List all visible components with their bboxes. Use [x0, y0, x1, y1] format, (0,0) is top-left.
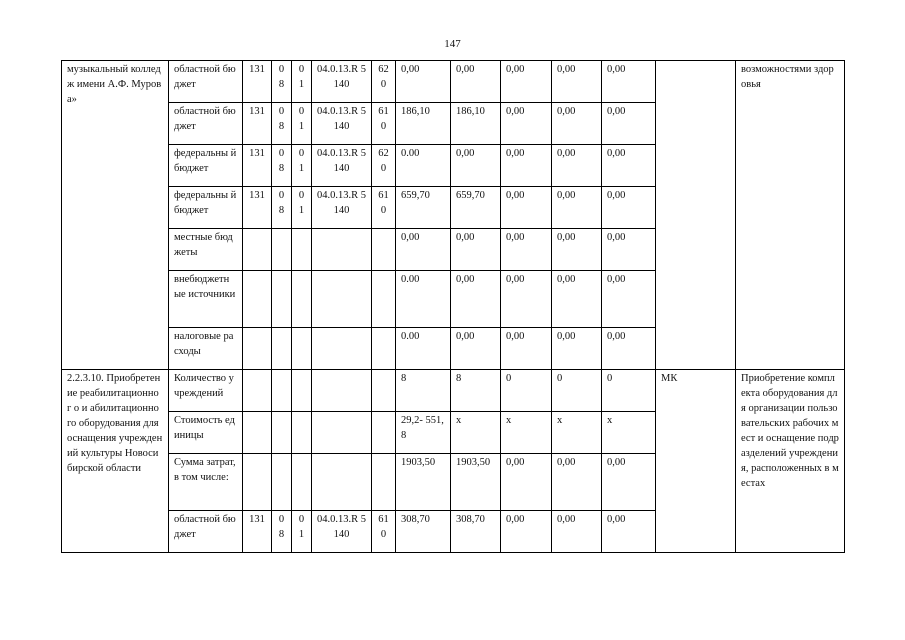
expense-type-cell: 61 0 — [372, 187, 396, 229]
target-article-cell: 04.0.13.R 5140 — [312, 61, 372, 103]
year2-cell: 0,00 — [501, 145, 552, 187]
activity-name-cell: 2.2.3.10. Приобретение реабилитационног о и абилитационного оборудования для оснащения учреждений культуры Новосибирской области — [62, 370, 169, 553]
source-cell: областной бюджет — [169, 61, 243, 103]
year1-cell: 0,00 — [451, 229, 501, 271]
year4-cell: 0,00 — [602, 187, 656, 229]
section-cell — [272, 454, 292, 511]
total-cell: 186,10 — [396, 103, 451, 145]
section-cell — [272, 328, 292, 370]
total-cell: 308,70 — [396, 511, 451, 553]
subsection-cell — [292, 328, 312, 370]
year1-cell: 0,00 — [451, 61, 501, 103]
year3-cell: 0,00 — [552, 328, 602, 370]
source-cell: Сумма затрат, в том числе: — [169, 454, 243, 511]
total-cell: 29,2- 551,8 — [396, 412, 451, 454]
subsection-cell — [292, 412, 312, 454]
total-cell: 0.00 — [396, 145, 451, 187]
year4-cell: 0,00 — [602, 271, 656, 328]
year4-cell: 0,00 — [602, 511, 656, 553]
grbs-cell — [243, 229, 272, 271]
expense-type-cell: 61 0 — [372, 103, 396, 145]
target-article-cell: 04.0.13.R 5140 — [312, 103, 372, 145]
table-row — [62, 370, 845, 412]
source-cell: областной бюджет — [169, 103, 243, 145]
year3-cell: 0 — [552, 370, 602, 412]
section-cell: 0 8 — [272, 145, 292, 187]
year2-cell: 0,00 — [501, 328, 552, 370]
page-number: 147 — [444, 38, 461, 50]
target-article-cell — [312, 412, 372, 454]
source-cell: Стоимость единицы — [169, 412, 243, 454]
year3-cell: 0,00 — [552, 145, 602, 187]
year1-cell: 0,00 — [451, 145, 501, 187]
activity-name-cell: музыкальный колледж имени А.Ф. Мурова» — [62, 61, 169, 370]
executor-cell — [656, 61, 736, 370]
subsection-cell — [292, 454, 312, 511]
total-cell: 8 — [396, 370, 451, 412]
grbs-cell — [243, 328, 272, 370]
subsection-cell — [292, 229, 312, 271]
year4-cell: 0,00 — [602, 145, 656, 187]
subsection-cell — [292, 271, 312, 328]
year4-cell: 0,00 — [602, 454, 656, 511]
source-cell: налоговые расходы — [169, 328, 243, 370]
target-article-cell: 04.0.13.R 5140 — [312, 145, 372, 187]
expected-result-cell: Приобретение комплекта оборудования для организации пользовательских рабочих мест и оснащение подразделений учреждения, расположенных в местах — [736, 370, 845, 553]
year2-cell: 0,00 — [501, 511, 552, 553]
year2-cell: 0,00 — [501, 187, 552, 229]
year3-cell: 0,00 — [552, 271, 602, 328]
year3-cell: 0,00 — [552, 229, 602, 271]
source-cell: областной бюджет — [169, 511, 243, 553]
year1-cell: 308,70 — [451, 511, 501, 553]
section-cell — [272, 370, 292, 412]
subsection-cell: 0 1 — [292, 103, 312, 145]
year3-cell: 0,00 — [552, 187, 602, 229]
year1-cell: х — [451, 412, 501, 454]
expense-type-cell: 61 0 — [372, 511, 396, 553]
source-cell: внебюджетн ые источники — [169, 271, 243, 328]
source-cell: местные бюджеты — [169, 229, 243, 271]
subsection-cell — [292, 370, 312, 412]
expense-type-cell — [372, 271, 396, 328]
year4-cell: 0,00 — [602, 229, 656, 271]
grbs-cell: 131 — [243, 145, 272, 187]
expected-result-cell: возможностями здоровья — [736, 61, 845, 370]
year2-cell: 0,00 — [501, 454, 552, 511]
year2-cell: 0,00 — [501, 61, 552, 103]
year2-cell: 0,00 — [501, 229, 552, 271]
section-cell: 0 8 — [272, 187, 292, 229]
target-article-cell — [312, 370, 372, 412]
year1-cell: 8 — [451, 370, 501, 412]
year3-cell: х — [552, 412, 602, 454]
grbs-cell: 131 — [243, 187, 272, 229]
total-cell: 659,70 — [396, 187, 451, 229]
year2-cell: 0 — [501, 370, 552, 412]
section-cell — [272, 271, 292, 328]
grbs-cell: 131 — [243, 103, 272, 145]
grbs-cell — [243, 412, 272, 454]
table-row — [62, 61, 845, 103]
total-cell: 1903,50 — [396, 454, 451, 511]
year2-cell: 0,00 — [501, 271, 552, 328]
year1-cell: 0,00 — [451, 271, 501, 328]
total-cell: 0.00 — [396, 271, 451, 328]
expense-type-cell: 62 0 — [372, 61, 396, 103]
year3-cell: 0,00 — [552, 61, 602, 103]
grbs-cell — [243, 271, 272, 328]
target-article-cell: 04.0.13.R 5140 — [312, 187, 372, 229]
grbs-cell — [243, 454, 272, 511]
section-cell — [272, 412, 292, 454]
program-activities-table — [61, 60, 845, 553]
target-article-cell — [312, 229, 372, 271]
year3-cell: 0,00 — [552, 103, 602, 145]
section-cell — [272, 229, 292, 271]
target-article-cell — [312, 328, 372, 370]
year1-cell: 0,00 — [451, 328, 501, 370]
subsection-cell: 0 1 — [292, 61, 312, 103]
year4-cell: 0 — [602, 370, 656, 412]
subsection-cell: 0 1 — [292, 511, 312, 553]
grbs-cell: 131 — [243, 61, 272, 103]
subsection-cell: 0 1 — [292, 187, 312, 229]
target-article-cell — [312, 271, 372, 328]
subsection-cell: 0 1 — [292, 145, 312, 187]
year3-cell: 0,00 — [552, 511, 602, 553]
target-article-cell: 04.0.13.R 5140 — [312, 511, 372, 553]
source-cell: федеральны й бюджет — [169, 187, 243, 229]
year4-cell: 0,00 — [602, 328, 656, 370]
year4-cell: 0,00 — [602, 103, 656, 145]
target-article-cell — [312, 454, 372, 511]
source-cell: Количество учреждений — [169, 370, 243, 412]
total-cell: 0,00 — [396, 61, 451, 103]
section-cell: 0 8 — [272, 103, 292, 145]
grbs-cell: 131 — [243, 511, 272, 553]
expense-type-cell — [372, 229, 396, 271]
year1-cell: 659,70 — [451, 187, 501, 229]
year2-cell: х — [501, 412, 552, 454]
year1-cell: 1903,50 — [451, 454, 501, 511]
grbs-cell — [243, 370, 272, 412]
expense-type-cell: 62 0 — [372, 145, 396, 187]
executor-cell: МК — [656, 370, 736, 553]
year4-cell: х — [602, 412, 656, 454]
year1-cell: 186,10 — [451, 103, 501, 145]
expense-type-cell — [372, 454, 396, 511]
total-cell: 0.00 — [396, 328, 451, 370]
expense-type-cell — [372, 370, 396, 412]
year3-cell: 0,00 — [552, 454, 602, 511]
year4-cell: 0,00 — [602, 61, 656, 103]
year2-cell: 0,00 — [501, 103, 552, 145]
expense-type-cell — [372, 412, 396, 454]
source-cell: федеральны й бюджет — [169, 145, 243, 187]
section-cell: 0 8 — [272, 61, 292, 103]
section-cell: 0 8 — [272, 511, 292, 553]
expense-type-cell — [372, 328, 396, 370]
total-cell: 0,00 — [396, 229, 451, 271]
